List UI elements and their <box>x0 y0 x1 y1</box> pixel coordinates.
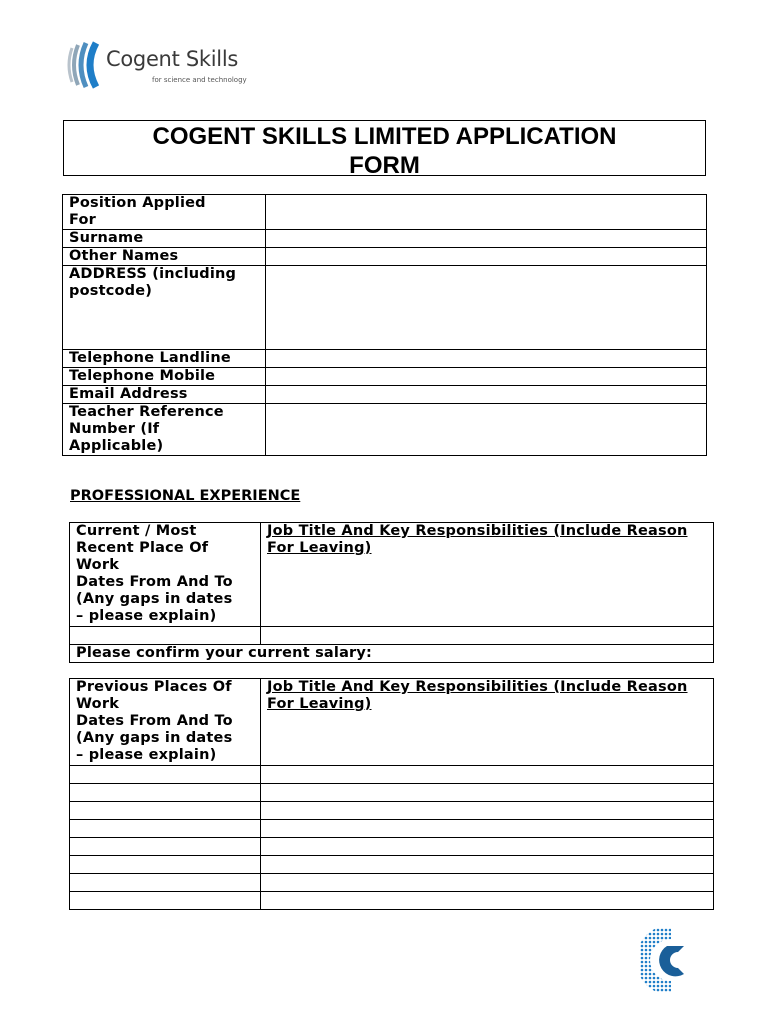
personal-details-table <box>62 194 707 456</box>
cogent-skills-logo <box>66 40 256 90</box>
label-line: Position Applied <box>69 195 206 211</box>
address-label <box>63 266 266 350</box>
label-line: Previous Places Of <box>76 679 232 695</box>
current-workplace-field[interactable] <box>70 627 261 645</box>
table-row <box>70 645 714 663</box>
cogent-c-mark-icon <box>640 928 702 992</box>
label-line: Dates From And To <box>76 713 233 729</box>
form-title-line2: FORM <box>349 152 420 179</box>
table-row <box>70 820 714 838</box>
table-row <box>63 230 707 248</box>
label-line: postcode) <box>69 283 153 299</box>
previous-workplace-field[interactable] <box>70 838 261 856</box>
label-line: Work <box>76 557 120 573</box>
previous-job-title-field[interactable] <box>261 838 714 856</box>
label-line: – please explain) <box>76 608 217 624</box>
label-line: For Leaving) <box>267 540 372 556</box>
label-line: Job Title And Key Responsibilities (Include Reason <box>267 523 688 539</box>
label-line: Job Title And Key Responsibilities (Include Reason <box>267 679 688 695</box>
previous-job-title-field[interactable] <box>261 802 714 820</box>
position-applied-label <box>63 195 266 230</box>
previous-job-title-field[interactable] <box>261 784 714 802</box>
table-row <box>70 679 714 766</box>
other-names-field[interactable] <box>266 248 707 266</box>
table-row <box>63 350 707 368</box>
email-address-field[interactable] <box>266 386 707 404</box>
previous-job-title-field[interactable] <box>261 856 714 874</box>
label-line: (Any gaps in dates <box>76 591 233 607</box>
label-line: Recent Place Of <box>76 540 209 556</box>
label-line: Dates From And To <box>76 574 233 590</box>
current-workplace-label <box>70 523 261 627</box>
table-row <box>70 627 714 645</box>
previous-job-title-field[interactable] <box>261 820 714 838</box>
previous-job-title-field[interactable] <box>261 874 714 892</box>
previous-workplace-field[interactable] <box>70 784 261 802</box>
table-row <box>70 874 714 892</box>
table-row <box>70 892 714 910</box>
previous-workplace-field[interactable] <box>70 802 261 820</box>
table-row <box>63 386 707 404</box>
telephone-mobile-label: Telephone Mobile <box>63 368 266 386</box>
table-row <box>63 195 707 230</box>
surname-label: Surname <box>63 230 266 248</box>
table-row <box>70 856 714 874</box>
table-row <box>63 248 707 266</box>
other-names-label: Other Names <box>63 248 266 266</box>
label-line: – please explain) <box>76 747 217 763</box>
logo-name: Cogent Skills <box>106 47 239 71</box>
position-applied-field[interactable] <box>266 195 707 230</box>
telephone-mobile-field[interactable] <box>266 368 707 386</box>
table-row <box>70 802 714 820</box>
table-row <box>70 523 714 627</box>
previous-workplace-field[interactable] <box>70 874 261 892</box>
current-employment-table <box>69 522 714 663</box>
telephone-landline-field[interactable] <box>266 350 707 368</box>
label-line: Current / Most <box>76 523 197 539</box>
label-line: Number (If <box>69 421 160 437</box>
telephone-landline-label: Telephone Landline <box>63 350 266 368</box>
current-salary-row[interactable]: Please confirm your current salary: <box>70 645 714 663</box>
address-field[interactable] <box>266 266 707 350</box>
table-row <box>63 266 707 350</box>
label-line: For Leaving) <box>267 696 372 712</box>
surname-field[interactable] <box>266 230 707 248</box>
label-line: Applicable) <box>69 438 164 454</box>
table-row <box>70 784 714 802</box>
label-line: For <box>69 212 97 228</box>
teacher-reference-field[interactable] <box>266 404 707 456</box>
label-line: ADDRESS (including <box>69 266 237 282</box>
previous-job-title-header <box>261 679 714 766</box>
previous-workplace-field[interactable] <box>70 892 261 910</box>
previous-workplace-field[interactable] <box>70 820 261 838</box>
form-title-line1: COGENT SKILLS LIMITED APPLICATION <box>152 123 617 150</box>
previous-employment-table <box>69 678 714 910</box>
label-line: (Any gaps in dates <box>76 730 233 746</box>
table-row <box>63 368 707 386</box>
form-title <box>63 120 706 179</box>
teacher-reference-label <box>63 404 266 456</box>
previous-workplaces-label <box>70 679 261 766</box>
previous-job-title-field[interactable] <box>261 892 714 910</box>
table-row <box>63 404 707 456</box>
label-line: Work <box>76 696 120 712</box>
table-row <box>70 766 714 784</box>
table-row <box>70 838 714 856</box>
logo-mark-icon <box>66 40 106 90</box>
label-line: Teacher Reference <box>69 404 224 420</box>
previous-workplace-field[interactable] <box>70 856 261 874</box>
previous-workplace-field[interactable] <box>70 766 261 784</box>
logo-tagline: for science and technology <box>152 76 247 84</box>
current-job-title-field[interactable] <box>261 627 714 645</box>
email-address-label: Email Address <box>63 386 266 404</box>
professional-experience-heading: PROFESSIONAL EXPERIENCE <box>70 488 301 504</box>
previous-job-title-field[interactable] <box>261 766 714 784</box>
current-job-title-header <box>261 523 714 627</box>
